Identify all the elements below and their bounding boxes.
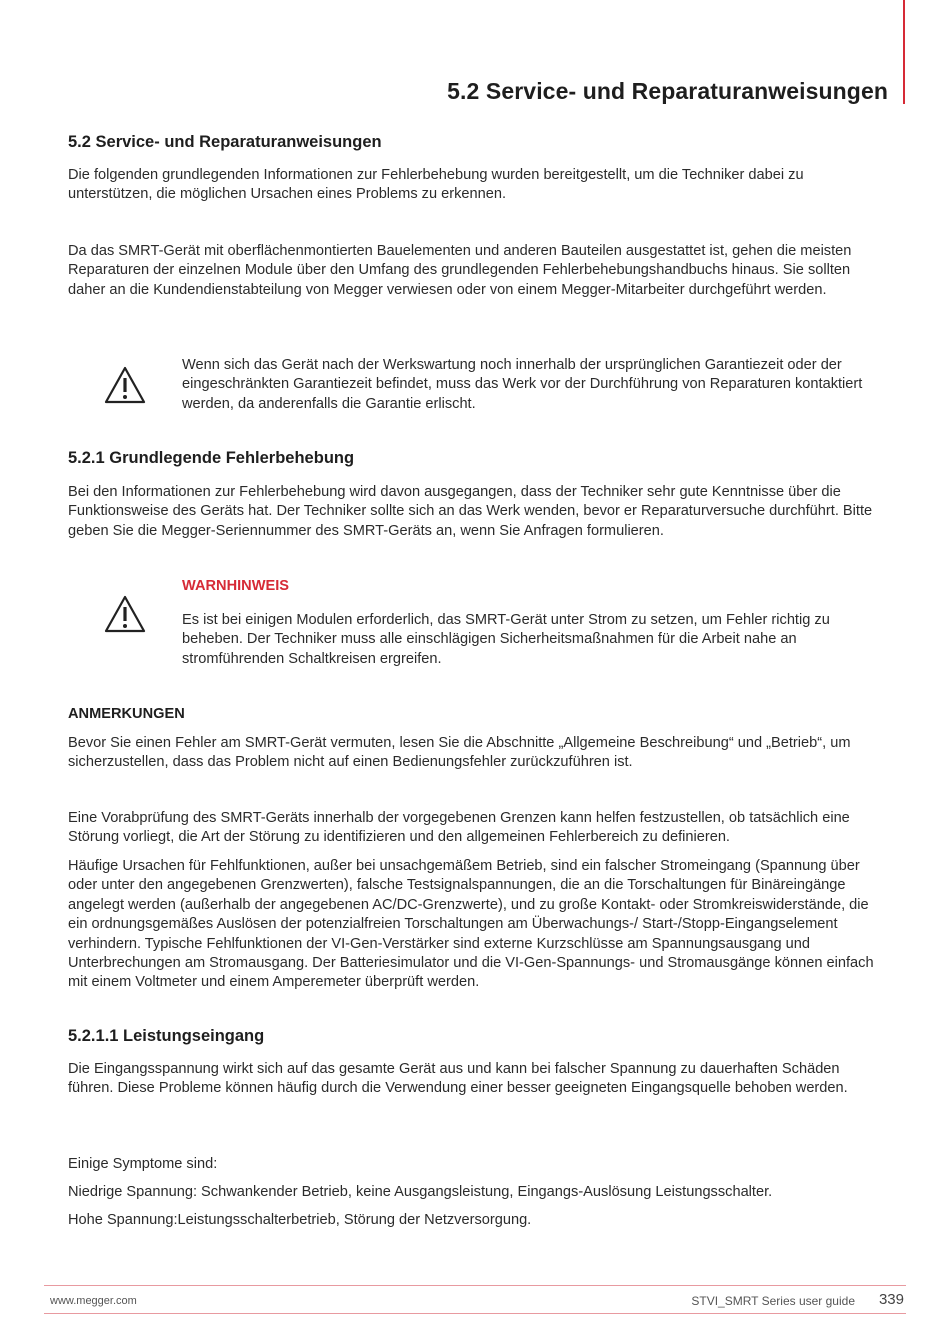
symptom-high-voltage: Hohe Spannung:Leistungsschalterbetrieb, Störung der Netzversorgung. [68, 1212, 532, 1228]
page-header-title: 5.2 Service- und Reparaturanweisungen [447, 78, 888, 104]
footer-url: www.megger.com [50, 1295, 137, 1307]
notes-title: ANMERKUNGEN [68, 706, 185, 722]
subsection-paragraph-1: Bei den Informationen zur Fehlerbehebung wird davon ausgegangen, dass der Techniker sehr gute Kenntnisse über die Funktionsweise des Geräts hat. Der Techniker sollte sich an das Werk wenden, bevor er Reparaturversuche durchführt. Bitte geben Sie die Megger-Seriennummer des SMRT-Geräts an, wenn Sie Anfragen formulieren. [68, 484, 873, 539]
warning-text: Es ist bei einigen Modulen erforderlich, das SMRT-Gerät unter Strom zu setzen, um Fehler richtig zu beheben. Der Techniker muss alle einschlägigen Sicherheitsmaßnahmen für die Arbeit nahe an stromführenden Schaltkreisen ergreifen. [182, 612, 830, 667]
warning-label: WARNHINWEIS [182, 578, 290, 594]
footer-guide-title: STVI_SMRT Series user guide [691, 1294, 855, 1308]
notes-paragraph-3: Häufige Ursachen für Fehlfunktionen, außer bei unsachgemäßem Betrieb, sind ein falscher Stromeingang (Spannung über oder unter den angegebenen Grenzwerten), falsche Testsignalspannungen, die an die Torschaltungen für Binäreingänge angelegt werden (außerhalb der angegebenen AC/DC-Grenzwerte), und zu große Kontakt- oder Stromkreiswiderstände, die ein ordnungsgemäßes Auslösen der potenzialfreien Torschaltungen am Überwachungs-/ Start-/Stopp-Eingangselement verhindern. Typische Fehlfunktionen der VI-Gen-Verstärker sind externe Kurzschlüsse am Spannungsausgang und Unterbrechungen am Stromausgang. Der Batteriesimulator und die VI-Gen-Spannungs- und Stromausgänge können einfach mit einem Voltmeter und einem Amperemeter überprüft werden. [68, 858, 874, 991]
warning-triangle-icon [104, 595, 146, 633]
symptom-low-voltage: Niedrige Spannung: Schwankender Betrieb, keine Ausgangsleistung, Eingangs-Auslösung Leistungsschalter. [68, 1184, 773, 1200]
warning-triangle-icon [104, 366, 146, 404]
section-title: 5.2 Service- und Reparaturanweisungen [68, 133, 382, 151]
footer-page-number: 339 [878, 1291, 904, 1308]
header-accent-rule [903, 0, 905, 104]
caution-text: Wenn sich das Gerät nach der Werkswartung noch innerhalb der ursprünglichen Garantiezeit oder der eingeschränkten Garantiezeit befindet, muss das Werk vor der Durchführung von Reparaturen kontaktiert werden, da anderenfalls die Garantie erlischt. [182, 357, 863, 412]
subsubsection-paragraph-1: Die Eingangsspannung wirkt sich auf das gesamte Gerät aus und kann bei falscher Spannung zu dauerhaften Schäden führen. Diese Probleme können häufig durch die Verwendung einer besser geeigneten Eingangsquelle behoben werden. [68, 1061, 848, 1097]
footer-top-rule [44, 1285, 906, 1286]
subsubsection-title: 5.2.1.1 Leistungseingang [68, 1027, 265, 1045]
footer-bottom-rule [44, 1313, 906, 1314]
notes-paragraph-1: Bevor Sie einen Fehler am SMRT-Gerät vermuten, lesen Sie die Abschnitte „Allgemeine Beschreibung“ und „Betrieb“, um sicherzustellen, dass das Problem nicht auf einen Bedienungsfehler zurückzuführen ist. [68, 735, 851, 771]
notes-paragraph-2: Eine Vorabprüfung des SMRT-Geräts innerhalb der vorgegebenen Grenzen kann helfen festzustellen, ob tatsächlich eine Störung vorliegt, die Art der Störung zu identifizieren und den allgemeinen Fehlerbereich zu definieren. [68, 810, 850, 846]
subsection-title: 5.2.1 Grundlegende Fehlerbehebung [68, 449, 355, 467]
section-paragraph-1: Die folgenden grundlegenden Informationen zur Fehlerbehebung wurden bereitgestellt, um die Techniker dabei zu unterstützen, die möglichen Ursachen eines Problems zu erkennen. [68, 167, 804, 203]
section-paragraph-2: Da das SMRT-Gerät mit oberflächenmontierten Bauelementen und anderen Bauteilen ausgestattet ist, gehen die meisten Reparaturen der einzelnen Module über den Umfang des grundlegenden Fehlerbehebungshandbuchs hinaus. Sie sollten daher an die Kundendienstabteilung von Megger verwiesen oder von einem Megger-Mitarbeiter durchgeführt werden. [68, 243, 852, 298]
symptoms-intro: Einige Symptome sind: [68, 1156, 218, 1172]
